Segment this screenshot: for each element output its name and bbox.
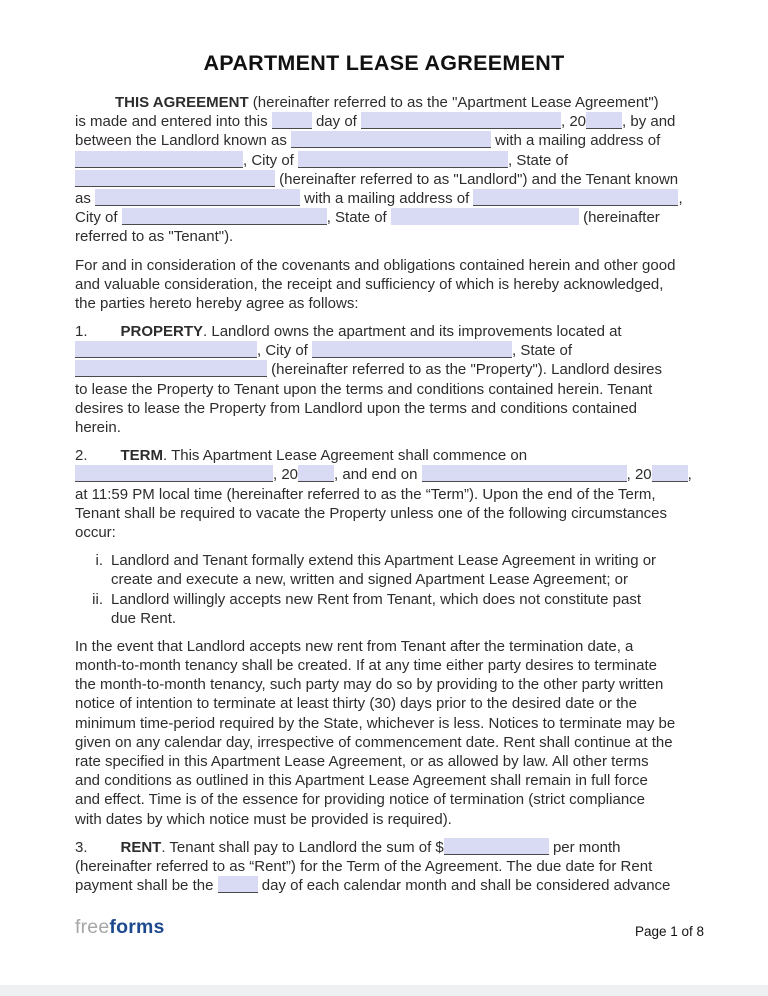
logo-free-text: free (75, 916, 110, 938)
text-run: , (687, 466, 692, 484)
bold-run: PROPERTY (120, 323, 204, 341)
text-run: herein. (75, 419, 121, 436)
blank-landlord-city[interactable] (298, 151, 508, 168)
text-run: (hereinafter referred to as the "Property"). Landlord desires (267, 361, 663, 379)
document-body (75, 93, 693, 895)
text-line (75, 810, 693, 829)
text-run: , City of (243, 151, 299, 169)
text-line (75, 771, 693, 790)
text-line (75, 714, 693, 733)
text-line (75, 131, 693, 150)
text-line (75, 189, 693, 208)
text-line (75, 256, 693, 275)
text-run: . Tenant shall pay to Landlord the sum of $ (161, 838, 444, 856)
text-line (75, 504, 693, 523)
blank-tenant-state[interactable] (391, 208, 579, 225)
bold-run: RENT (120, 838, 162, 856)
text-run: 1. (75, 323, 88, 341)
text-run: , State of (512, 342, 573, 360)
text-line (75, 112, 693, 131)
list-item (75, 590, 693, 628)
blank-term-start-year[interactable] (298, 465, 334, 482)
text-run: 3. (75, 838, 88, 856)
text-run: the parties hereto hereby agree as follows: (75, 294, 359, 312)
spacer (88, 851, 121, 852)
blank-day[interactable] (272, 112, 312, 129)
text-run: referred to as "Tenant"). (75, 228, 234, 246)
blank-rent-due-day[interactable] (218, 876, 258, 893)
text-run: and conditions as outlined in this Apartment Lease Agreement shall remain in full force (75, 772, 648, 790)
text-run: with dates by which notice must be provided is required). (75, 810, 452, 828)
text-line (75, 151, 693, 170)
bold-run: TERM (120, 447, 164, 465)
blank-tenant-city[interactable] (122, 208, 327, 225)
section-property (75, 322, 693, 437)
text-line (75, 399, 693, 418)
text-run: to lease the Property to Tenant upon the terms and conditions contained herein. Tenant (75, 380, 653, 398)
section-rent (75, 838, 693, 896)
text-line (75, 93, 693, 112)
blank-tenant-address[interactable] (473, 189, 678, 206)
text-run: per month (548, 838, 621, 856)
text-run: , 20 (561, 113, 587, 131)
text-run: , 20 (273, 466, 299, 484)
text-line (75, 418, 693, 437)
text-run: notice of intention to terminate at least thirty (30) days prior to the desired date or the (75, 695, 637, 713)
text-line (75, 208, 693, 227)
spacer (88, 459, 121, 460)
text-line (75, 341, 693, 360)
text-run: , by and (622, 113, 676, 131)
text-run: at 11:59 PM local time (hereinafter referred to as the “Term”). Upon the end of the Term, (75, 485, 656, 503)
text-line (111, 590, 693, 609)
text-run: Landlord and Tenant formally extend this Apartment Lease Agreement in writing or (111, 552, 657, 570)
text-line (111, 551, 693, 570)
list-marker: i. (95, 552, 103, 570)
text-run: with a mailing address of (300, 189, 474, 207)
list-marker: ii. (92, 590, 103, 608)
text-line (75, 876, 693, 895)
text-line (75, 485, 693, 504)
consideration-paragraph (75, 256, 693, 314)
text-line (75, 170, 693, 189)
text-line (111, 570, 693, 589)
spacer (88, 335, 121, 336)
text-run: and effect. Time is of the essence for providing notice of termination (strict compliance (75, 791, 645, 809)
text-run: Landlord willingly accepts new Rent from Tenant, which does not constitute past (111, 590, 642, 608)
text-run: as (75, 189, 96, 207)
blank-year[interactable] (586, 112, 622, 129)
text-line (75, 790, 693, 809)
text-line (75, 838, 693, 857)
text-line (75, 360, 693, 379)
text-run: day of (311, 113, 361, 131)
page-number-label: Page 1 of 8 (634, 924, 704, 939)
blank-rent-amount[interactable] (444, 838, 549, 855)
list-item (75, 551, 693, 589)
text-run: desires to lease the Property from Landlord upon the terms and conditions contained (75, 399, 638, 417)
text-line (75, 227, 693, 246)
text-run: (hereinafter (578, 209, 660, 227)
blank-property-state[interactable] (75, 360, 267, 377)
text-line (75, 523, 693, 542)
blank-property-address[interactable] (75, 341, 257, 358)
logo-forms-text: forms (109, 916, 165, 938)
text-line (75, 465, 693, 484)
text-run: occur: (75, 523, 116, 541)
text-line (75, 752, 693, 771)
text-run: create and execute a new, written and signed Apartment Lease Agreement; or (111, 571, 628, 589)
text-run: rate specified in this Apartment Lease Agreement, or as allowed by law. All other terms (75, 753, 649, 770)
spacer (75, 106, 115, 107)
text-run: the month-to-month tenancy, such party may do so by providing to the other party written (75, 676, 664, 694)
text-line (75, 857, 693, 876)
text-run: payment shall be the (75, 877, 218, 895)
text-run: . Landlord owns the apartment and its improvements located at (203, 323, 622, 341)
text-run: (hereinafter referred to as “Rent”) for the Term of the Agreement. The due date for Rent (75, 857, 653, 875)
page-footer (0, 914, 768, 944)
text-run: For and in consideration of the covenants and obligations contained herein and other good (75, 256, 676, 274)
text-line (75, 694, 693, 713)
text-run: . This Apartment Lease Agreement shall commence on (163, 447, 528, 465)
text-run: 2. (75, 447, 88, 465)
text-run: and valuable consideration, the receipt and sufficiency of which is hereby acknowledged, (75, 275, 664, 293)
text-run: is made and entered into this (75, 113, 272, 131)
freeforms-logo (75, 916, 165, 939)
text-run: City of (75, 209, 122, 227)
intro-paragraph (75, 93, 693, 247)
text-line (75, 380, 693, 399)
text-line (75, 322, 693, 341)
text-run: , 20 (626, 466, 652, 484)
blank-term-start-date[interactable] (75, 465, 273, 482)
text-line (111, 609, 693, 628)
blank-landlord-address[interactable] (75, 151, 243, 168)
text-run: minimum time-period required by the State, whichever is less. Notices to terminate may be (75, 714, 676, 732)
blank-property-city[interactable] (312, 341, 512, 358)
text-line (75, 446, 693, 465)
text-run: given on any calendar day, irrespective of commencement date. Rent shall continue at the (75, 733, 673, 751)
section-term (75, 446, 693, 542)
text-run: with a mailing address of (490, 132, 661, 150)
text-run: , and end on (334, 466, 422, 484)
blank-month[interactable] (361, 112, 561, 129)
text-line (75, 675, 693, 694)
bold-run: THIS AGREEMENT (115, 94, 249, 111)
blank-tenant-name[interactable] (95, 189, 300, 206)
blank-term-end-year[interactable] (652, 465, 688, 482)
blank-landlord-state[interactable] (75, 170, 275, 187)
text-line (75, 275, 693, 294)
text-run: , (678, 189, 683, 207)
term-extension-list (75, 551, 693, 628)
month-to-month-paragraph (75, 637, 693, 829)
document-title: APARTMENT LEASE AGREEMENT (203, 51, 565, 75)
page-edge-strip (0, 985, 768, 996)
text-run: In the event that Landlord accepts new rent from Tenant after the termination date, a (75, 637, 634, 655)
text-run: day of each calendar month and shall be considered advance (257, 877, 671, 895)
text-run: Tenant shall be required to vacate the Property unless one of the following circumstances (75, 504, 668, 522)
text-run: , City of (257, 342, 313, 360)
blank-term-end-date[interactable] (422, 465, 627, 482)
text-run: between the Landlord known as (75, 132, 291, 150)
text-run: , State of (326, 209, 391, 227)
text-run: (hereinafter referred to as the "Apartment Lease Agreement") (248, 94, 659, 111)
text-line (75, 637, 693, 656)
text-run: due Rent. (111, 609, 177, 627)
text-line (75, 294, 693, 313)
blank-landlord-name[interactable] (291, 131, 491, 148)
text-line (75, 656, 693, 675)
text-run: , State of (508, 151, 569, 169)
text-line (75, 733, 693, 752)
text-run: (hereinafter referred to as "Landlord") and the Tenant known (275, 170, 679, 188)
text-run: month-to-month tenancy shall be created. If at any time either party desires to terminate (75, 657, 657, 675)
